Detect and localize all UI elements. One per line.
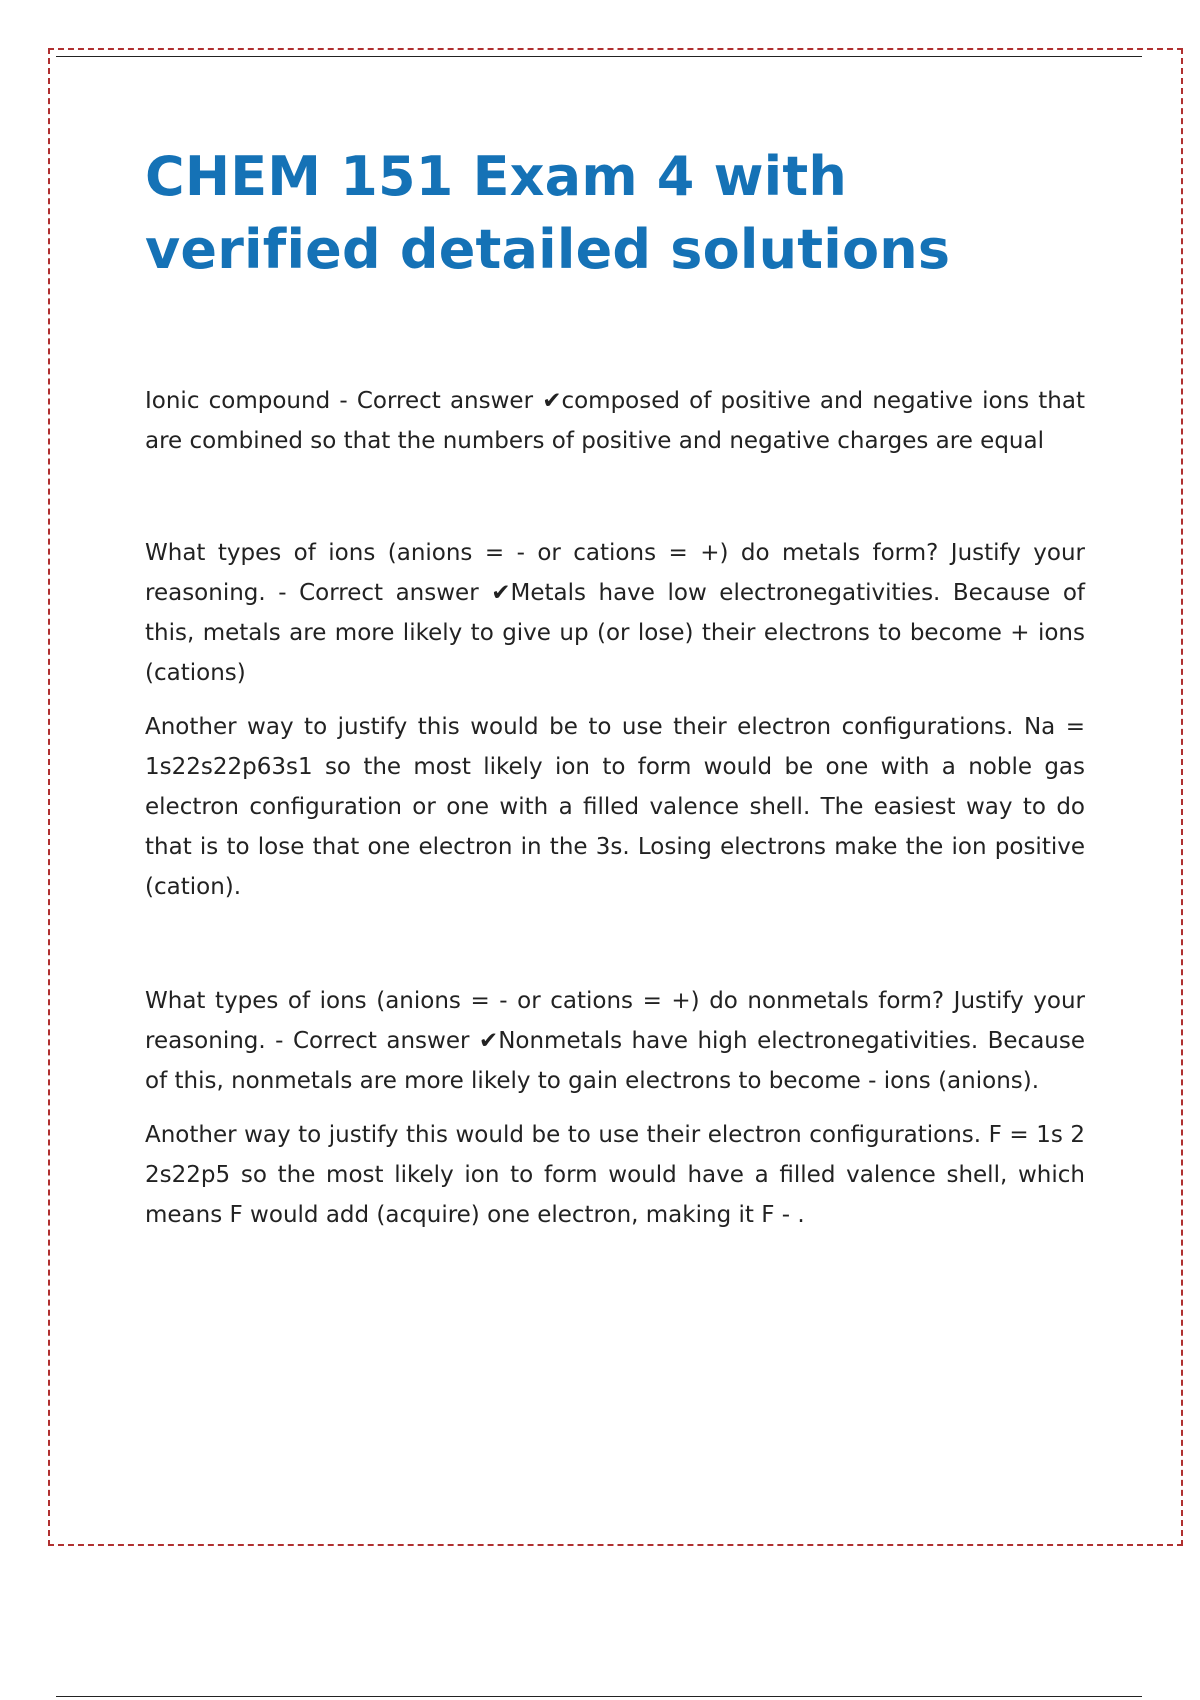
bottom-rule (56, 1696, 1142, 1697)
qa-metals-question: What types of ions (anions = - or cations = +) do metals form? Justify your reasoning. - Correct answer ✔Metals have low electronegativities. Because of this, metals are more likely to give up (or lose) their electrons to become + ions (cations) (145, 540, 1085, 686)
top-rule (56, 56, 1142, 57)
document-content (145, 140, 1085, 1235)
qa-metals-explanation: Another way to justify this would be to use their electron configurations. Na = 1s22s22p63s1 so the most likely ion to form would be one with a noble gas electron configuration or one with a filled valence shell. The easiest way to do that is to lose that one electron in the 3s. Losing electrons make the ion positive (cation). (145, 714, 1085, 900)
qa-nonmetals-explanation: Another way to justify this would be to use their electron configurations. F = 1s 2 2s22p5 so the most likely ion to form would have a filled valence shell, which means F would add (acquire) one electron, making it F - . (145, 1122, 1085, 1228)
title-line-2: verified detailed solutions (145, 218, 951, 281)
qa-nonmetals-question: What types of ions (anions = - or cations = +) do nonmetals form? Justify your reasoning. - Correct answer ✔Nonmetals have high electronegativities. Because of this, nonmetals are more likely to gain electrons to become - ions (anions). (145, 988, 1085, 1094)
title-line-1: CHEM 151 Exam 4 with (145, 145, 848, 208)
qa-ionic-compound: Ionic compound - Correct answer ✔composed of positive and negative ions that are combined so that the numbers of positive and negative charges are equal (145, 388, 1085, 454)
page-title (145, 140, 1085, 286)
